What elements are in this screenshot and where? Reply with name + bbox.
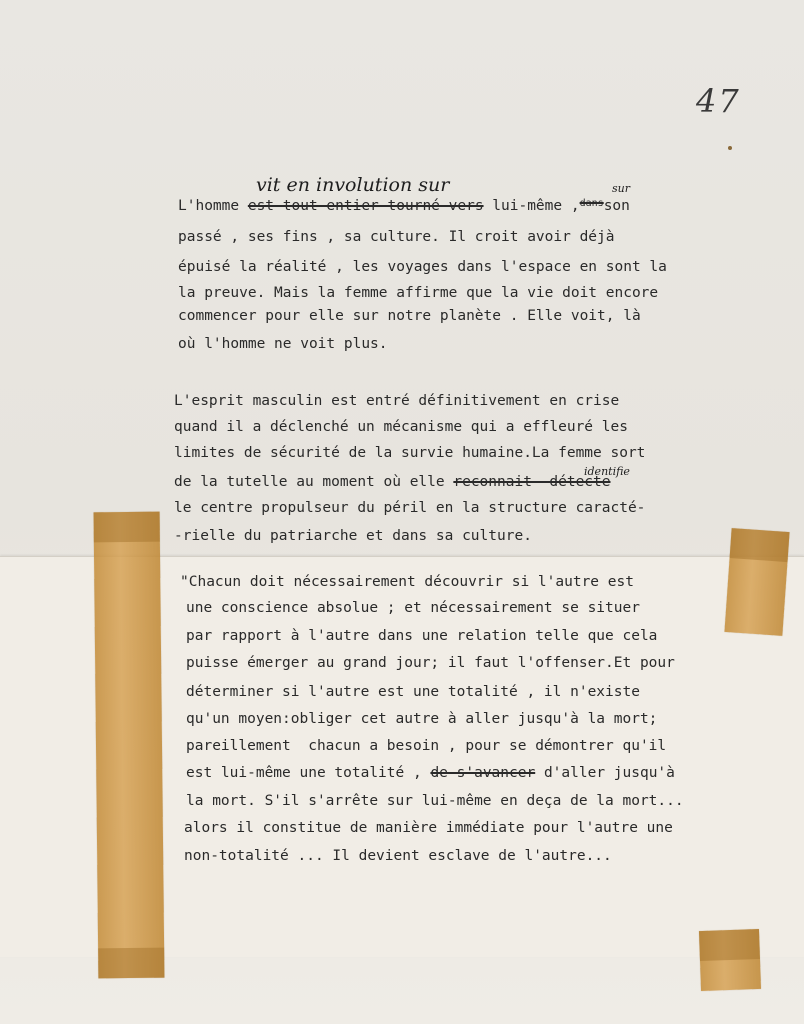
quote-line: pareillement chacun a besoin , pour se démontrer qu'il bbox=[186, 738, 667, 754]
quote-line-8 bbox=[186, 765, 675, 781]
quote-line: la mort. S'il s'arrête sur lui-même en deça de la mort... bbox=[186, 793, 684, 809]
tape-edge bbox=[699, 929, 760, 961]
text: L'homme bbox=[178, 198, 240, 214]
tape-edge bbox=[730, 528, 790, 562]
quote-line: "Chacun doit nécessairement découvrir si l'autre est bbox=[180, 574, 634, 590]
text: d'aller jusqu'à bbox=[543, 765, 675, 781]
paragraph-2-line: quand il a déclenché un mécanisme qui a effleuré les bbox=[174, 419, 628, 435]
adhesive-tape-right bbox=[724, 528, 789, 636]
adhesive-tape-left bbox=[94, 512, 165, 979]
quote-line: par rapport à l'autre dans une relation telle que cela bbox=[186, 628, 658, 644]
text: lui-même , bbox=[492, 198, 580, 214]
page-number: 47 bbox=[696, 82, 741, 120]
text: son bbox=[603, 198, 630, 214]
paragraph-1-line: la preuve. Mais la femme affirme que la vie doit encore bbox=[178, 285, 659, 301]
text: est lui-même une totalité , bbox=[186, 765, 422, 781]
handwritten-correction: sur bbox=[612, 182, 630, 195]
quote-line: déterminer si l'autre est une totalité , il n'existe bbox=[186, 684, 640, 700]
struck-text: dans bbox=[579, 198, 604, 209]
paragraph-1-line: où l'homme ne voit plus. bbox=[178, 336, 388, 352]
struck-text: reconnait- détecte bbox=[453, 474, 611, 490]
paragraph-1-line-1 bbox=[178, 198, 630, 214]
paragraph-2-line: limites de sécurité de la survie humaine.La femme sort bbox=[174, 445, 646, 461]
struck-text: de s'avancer bbox=[430, 765, 536, 781]
quote-line: non-totalité ... Il devient esclave de l'autre... bbox=[184, 848, 612, 864]
ink-speck bbox=[728, 146, 732, 150]
quote-line: alors il constitue de manière immédiate pour l'autre une bbox=[184, 820, 673, 836]
handwritten-insertion: vit en involution sur bbox=[256, 174, 450, 196]
paragraph-2-line: L'esprit masculin est entré définitivement en crise bbox=[174, 393, 620, 409]
paragraph-2-line: le centre propulseur du péril en la structure caracté- bbox=[174, 500, 646, 516]
struck-text: est tout entier tourné vers bbox=[247, 198, 484, 214]
paragraph-1-line: passé , ses fins , sa culture. Il croit avoir déjà bbox=[178, 229, 615, 245]
quote-line: une conscience absolue ; et nécessairement se situer bbox=[186, 600, 640, 616]
quote-line: qu'un moyen:obliger cet autre à aller jusqu'à la mort; bbox=[186, 711, 658, 727]
tape-edge bbox=[94, 512, 160, 543]
text: de la tutelle au moment où elle bbox=[174, 474, 445, 490]
paragraph-1-line: commencer pour elle sur notre planète . Elle voit, là bbox=[178, 308, 641, 324]
adhesive-tape-bottom bbox=[699, 929, 761, 991]
quote-line: puisse émerger au grand jour; il faut l'offenser.Et pour bbox=[186, 655, 675, 671]
tape-edge bbox=[98, 948, 164, 979]
paragraph-2-line: -rielle du patriarche et dans sa culture. bbox=[174, 528, 532, 544]
paragraph-1-line: épuisé la réalité , les voyages dans l'espace en sont la bbox=[178, 259, 667, 275]
paragraph-2-line-4 bbox=[174, 474, 611, 490]
handwritten-correction: identifie bbox=[584, 465, 630, 478]
